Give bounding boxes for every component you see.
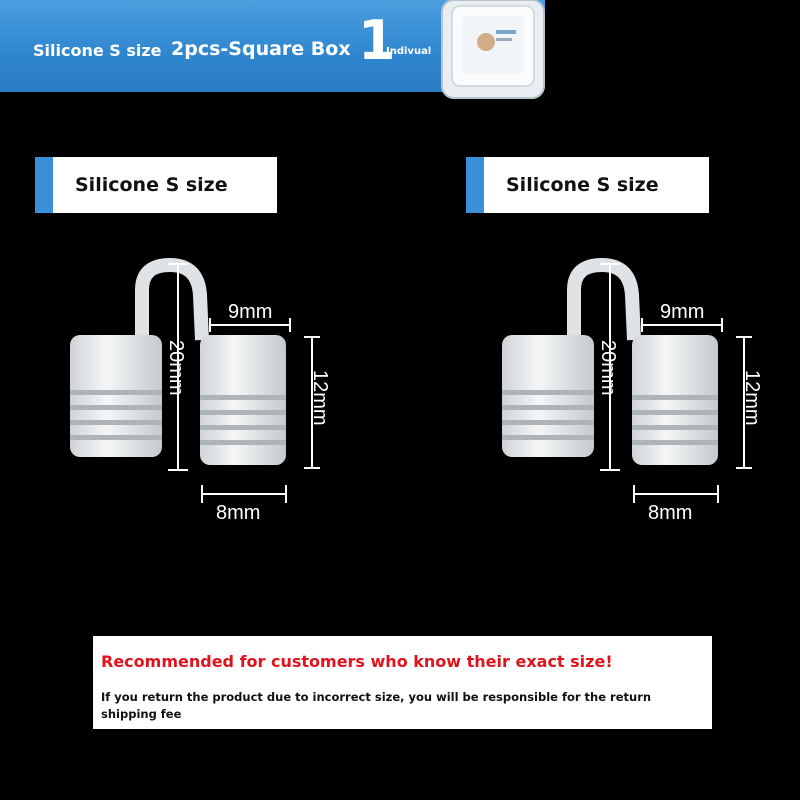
size-label-left — [35, 157, 277, 213]
dim-height-tube: 12mm — [741, 370, 763, 426]
label-accent-bar — [35, 157, 53, 213]
banner-package-label: 2pcs-Square Box — [171, 38, 351, 60]
dim-height-total: 20mm — [597, 340, 619, 396]
dim-width-top: 9mm — [660, 301, 705, 323]
banner-count: 1 — [358, 9, 396, 72]
size-notice — [93, 636, 712, 729]
nose-vent-diagram-left — [50, 240, 350, 540]
notice-title: Recommended for customers who know their exact size! — [101, 652, 613, 671]
label-accent-bar — [466, 157, 484, 213]
dim-height-total: 20mm — [165, 340, 187, 396]
dim-width-bottom: 8mm — [648, 502, 693, 524]
dim-height-tube: 12mm — [309, 370, 331, 426]
banner-count-unit: Indivual — [386, 46, 432, 57]
notice-body: If you return the product due to incorrect size, you will be responsible for the return shipping fee — [101, 690, 652, 721]
square-box-image — [438, 0, 548, 100]
size-label-right-text: Silicone S size — [506, 174, 659, 196]
size-label-right — [466, 157, 709, 213]
dim-width-top: 9mm — [228, 301, 273, 323]
banner-size-label: Silicone S size — [33, 41, 162, 60]
dim-width-bottom: 8mm — [216, 502, 261, 524]
nose-vent-diagram-right — [482, 240, 782, 540]
size-label-left-text: Silicone S size — [75, 174, 228, 196]
